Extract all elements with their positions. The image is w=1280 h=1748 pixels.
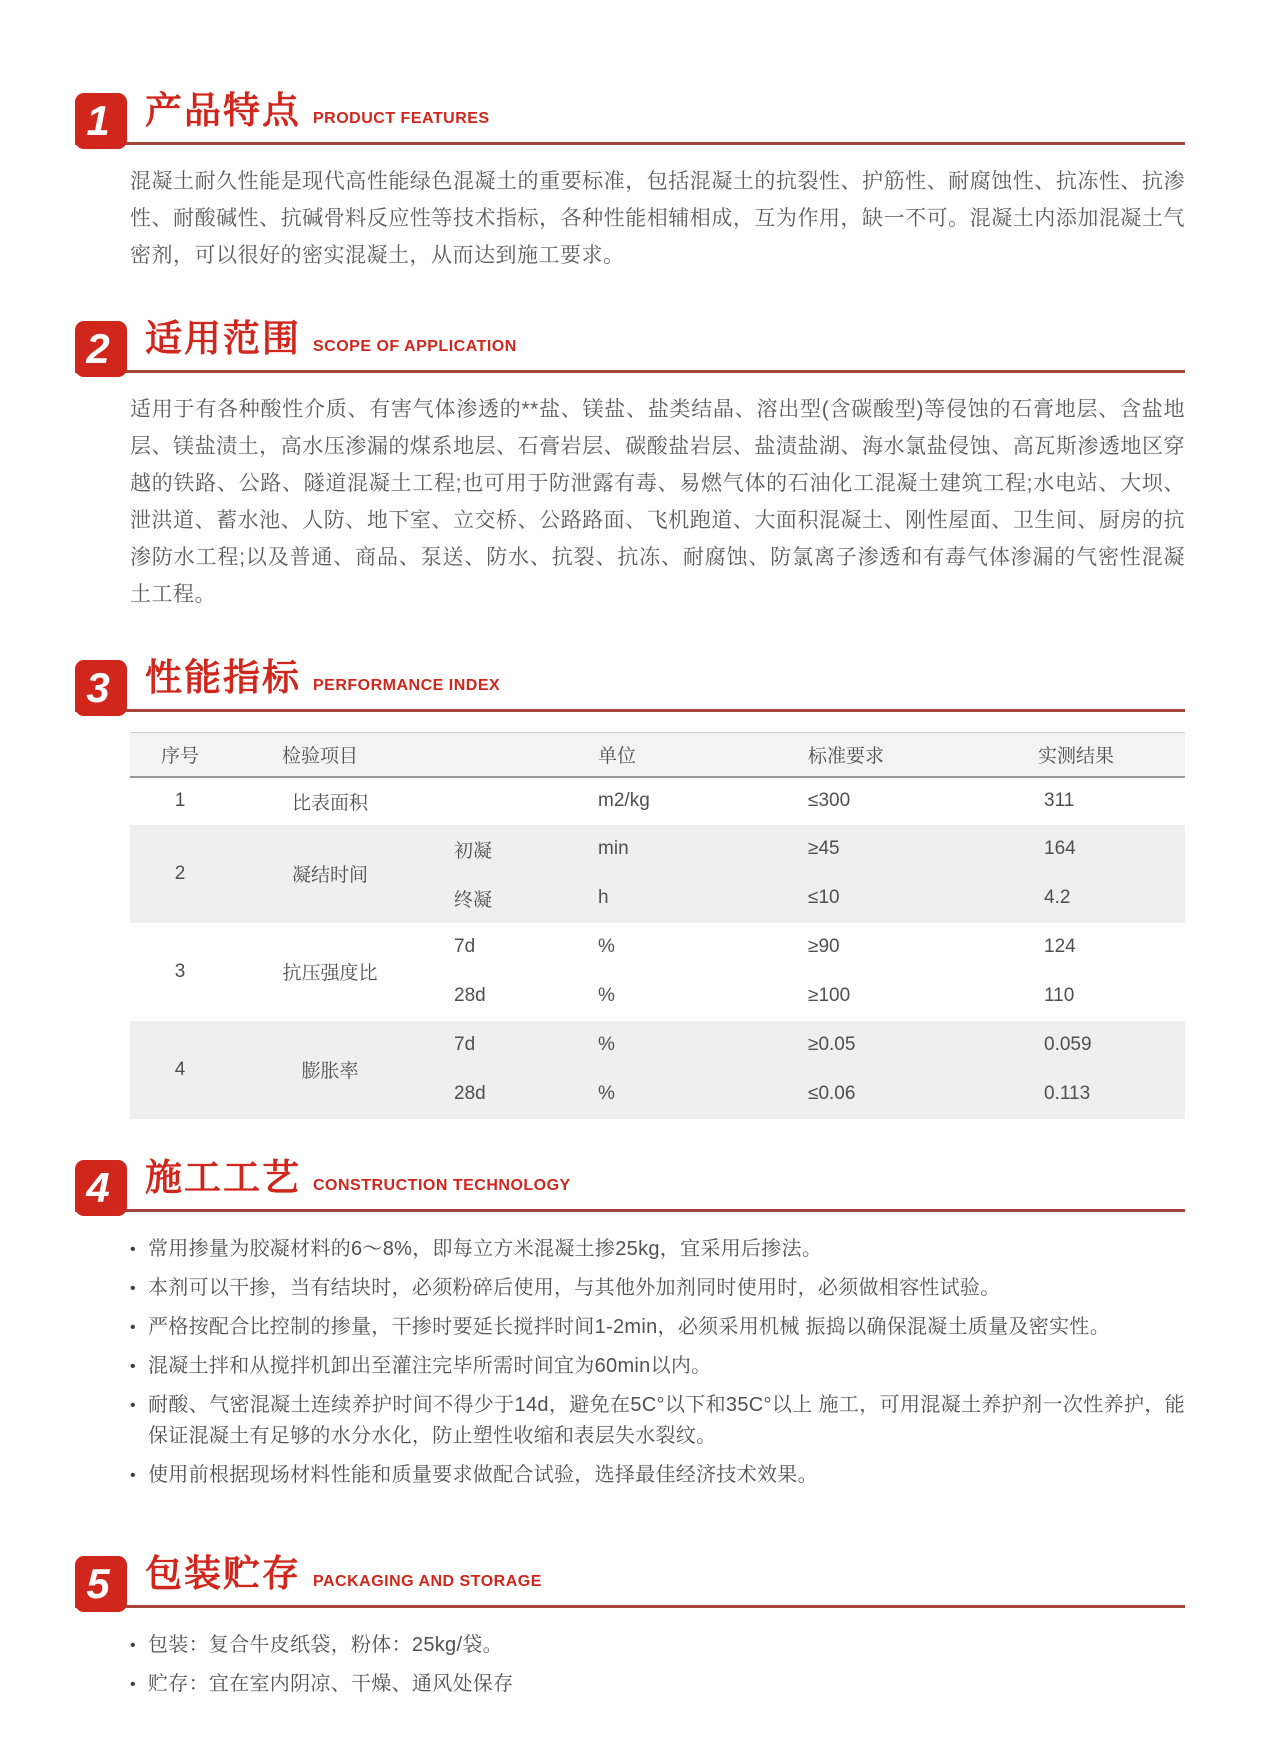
section-number-badge: 3	[75, 660, 127, 716]
cell-unit: %	[598, 1034, 615, 1055]
bullet-text: 耐酸、气密混凝土连续养护时间不得少于14d，避免在5C°以下和35C°以上 施工，可用混凝土养护剂一次性养护，能保证混凝土有足够的水分水化，防止塑性收缩和表层失水裂纹。	[148, 1393, 1185, 1447]
col-header-standard: 标准要求	[808, 745, 885, 767]
table-row	[130, 1021, 1185, 1070]
bullet-text: 使用前根据现场材料性能和质量要求做配合试验，选择最佳经济技术效果。	[148, 1463, 818, 1486]
list-item	[130, 1630, 1185, 1661]
section-title-en: PACKAGING AND STORAGE	[313, 1572, 542, 1590]
cell-result: 110	[1044, 985, 1075, 1006]
cell-result: 311	[1044, 790, 1075, 811]
cell-standard: ≥100	[808, 985, 851, 1006]
cell-unit: m2/kg	[598, 790, 650, 811]
section-number-badge: 4	[75, 1160, 127, 1216]
col-header-no: 序号	[160, 745, 199, 767]
section-number-badge: 2	[75, 321, 127, 377]
cell-standard: ≥90	[808, 936, 840, 957]
bullet-text: 严格按配合比控制的掺量，干掺时要延长搅拌时间1-2min，必须采用机械 振捣以确保混凝土质量及密实性。	[148, 1315, 1110, 1338]
cell-standard: ≤10	[808, 887, 840, 908]
cell-no: 1	[174, 790, 186, 811]
list-item	[130, 1234, 1185, 1265]
scope-paragraph: 适用于有各种酸性介质、有害气体渗透的**盐、镁盐、盐类结晶、溶出型(含碳酸型)等侵蚀的石膏地层、含盐地层、镁盐渍土，高水压渗漏的煤系地层、石膏岩层、碳酸盐岩层、盐渍盐湖、海水氯盐侵蚀、高瓦斯渗透地区穿越的铁路、公路、隧道混凝土工程;也可用于防泄露有毒、易燃气体的石油化工混凝土建筑工程;水电站、大坝、泄洪道、蓄水池、人防、地下室、立交桥、公路路面、飞机跑道、大面积混凝土、刚性屋面、卫生间、厨房的抗渗防水工程;以及普通、商品、泵送、防水、抗裂、抗冻、耐腐蚀、防氯离子渗透和有毒气体渗漏的气密性混凝土工程。	[130, 398, 1185, 606]
section-titles	[145, 308, 517, 370]
section-title-cn: 施工工艺	[145, 1156, 301, 1198]
section-title-cn: 适用范围	[145, 318, 301, 359]
section-titles	[145, 80, 490, 142]
bullet-text: 贮存：宜在室内阴凉、干燥、通风处保存	[148, 1672, 514, 1695]
col-header-unit: 单位	[598, 745, 637, 767]
product-features-paragraph: 混凝土耐久性能是现代高性能绿色混凝土的重要标准，包括混凝土的抗裂性、护筋性、耐腐蚀性、抗冻性、抗渗性、耐酸碱性、抗碱骨料反应性等技术指标，各种性能相辅相成，互为作用，缺一不可。混凝土内添加混凝土气密剂，可以很好的密实混凝土，从而达到施工要求。	[130, 170, 1185, 267]
section-number-badge: 1	[75, 93, 127, 149]
bullet-text: 常用掺量为胶凝材料的6～8%，即每立方米混凝土掺25kg，宜采用后掺法。	[148, 1237, 823, 1260]
cell-result: 0.059	[1044, 1034, 1092, 1055]
section-title-en: PERFORMANCE INDEX	[313, 677, 501, 694]
section-title-en: CONSTRUCTION TECHNOLOGY	[313, 1176, 571, 1194]
cell-sub: 7d	[454, 1034, 476, 1055]
section-header	[75, 308, 1185, 373]
cell-sub	[430, 777, 580, 825]
col-header-result: 实测结果	[1038, 745, 1115, 767]
section-title-cn: 性能指标	[145, 657, 301, 698]
performance-table	[130, 732, 1185, 1119]
cell-standard: ≤300	[808, 790, 851, 811]
list-item	[130, 1390, 1185, 1452]
cell-sub: 28d	[454, 985, 486, 1006]
construction-bullet-list	[130, 1234, 1185, 1491]
cell-no: 2	[174, 862, 186, 884]
section-header	[75, 647, 1185, 712]
cell-sub: 初凝	[454, 840, 493, 862]
list-item	[130, 1351, 1185, 1382]
cell-unit: %	[598, 985, 615, 1006]
section-title-cn: 包装贮存	[145, 1552, 301, 1594]
cell-item: 比表面积	[291, 792, 368, 814]
section-title-en: PRODUCT FEATURES	[313, 110, 490, 127]
section-header	[75, 80, 1185, 145]
cell-unit: min	[598, 838, 629, 859]
cell-item: 膨胀率	[301, 1061, 359, 1082]
section-number-badge: 5	[75, 1556, 127, 1612]
section-performance-index	[75, 647, 1185, 1119]
cell-standard: ≤0.06	[808, 1083, 856, 1104]
section-titles	[145, 1543, 542, 1605]
cell-item: 抗压强度比	[282, 963, 378, 984]
cell-result: 0.113	[1044, 1083, 1091, 1104]
section-titles	[145, 1147, 571, 1209]
bullet-text: 混凝土拌和从搅拌机卸出至灌注完毕所需时间宜为60min以内。	[148, 1354, 712, 1377]
table-row	[130, 825, 1185, 874]
section-scope-of-application	[75, 308, 1185, 613]
bullet-dot: •	[130, 1279, 136, 1297]
section-header	[75, 1147, 1185, 1212]
bullet-dot: •	[130, 1396, 136, 1414]
table-row	[130, 923, 1185, 972]
table-row	[130, 777, 1185, 825]
section-title-en: SCOPE OF APPLICATION	[313, 338, 517, 355]
list-item	[130, 1312, 1185, 1343]
section-title-cn: 产品特点	[145, 90, 301, 131]
col-header-item: 检验项目	[282, 745, 359, 767]
bullet-dot: •	[130, 1636, 136, 1654]
section-product-features	[75, 80, 1185, 274]
bullet-text: 包装：复合牛皮纸袋，粉体：25kg/袋。	[148, 1633, 503, 1656]
list-item	[130, 1669, 1185, 1700]
cell-no: 4	[174, 1058, 186, 1080]
cell-unit: %	[598, 1083, 615, 1104]
bullet-dot: •	[130, 1466, 136, 1484]
cell-result: 124	[1044, 936, 1076, 957]
bullet-dot: •	[130, 1318, 136, 1336]
cell-unit: %	[598, 936, 615, 957]
packaging-bullet-list	[130, 1630, 1185, 1700]
cell-item: 凝结时间	[291, 865, 368, 886]
section-header	[75, 1543, 1185, 1608]
cell-sub: 7d	[454, 936, 476, 957]
cell-standard: ≥45	[808, 838, 840, 859]
section-titles	[145, 647, 500, 709]
bullet-dot: •	[130, 1675, 136, 1693]
cell-no: 3	[174, 960, 186, 982]
table-header-row	[130, 733, 1185, 777]
cell-standard: ≥0.05	[808, 1034, 856, 1055]
cell-result: 4.2	[1044, 887, 1071, 908]
bullet-dot: •	[130, 1357, 136, 1375]
cell-unit: h	[598, 887, 609, 908]
list-item	[130, 1460, 1185, 1491]
cell-sub: 终凝	[454, 889, 493, 911]
bullet-dot: •	[130, 1240, 136, 1258]
list-item	[130, 1273, 1185, 1304]
section-packaging-and-storage	[75, 1543, 1185, 1700]
bullet-text: 本剂可以干掺，当有结块时，必须粉碎后使用，与其他外加剂同时使用时，必须做相容性试验。	[148, 1276, 1001, 1299]
cell-sub: 28d	[454, 1083, 486, 1104]
cell-result: 164	[1044, 838, 1076, 859]
section-construction-technology	[75, 1147, 1185, 1491]
